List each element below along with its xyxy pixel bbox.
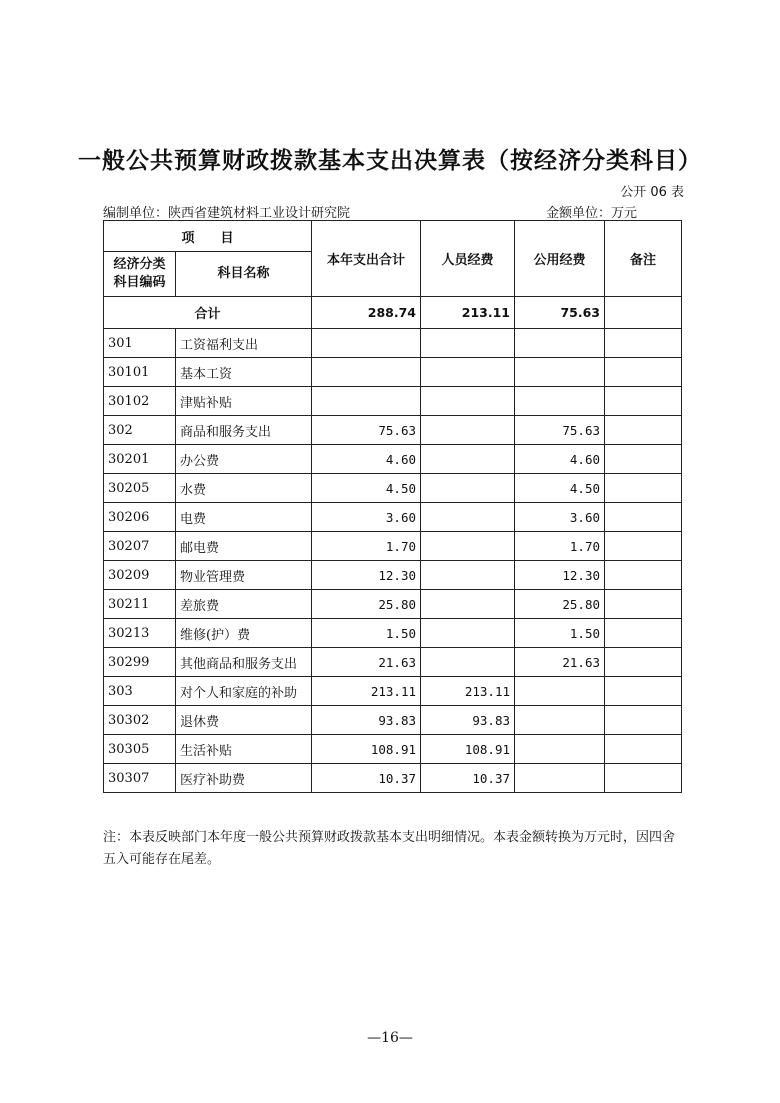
header-total: 本年支出合计 [312, 221, 421, 297]
row-total [312, 387, 421, 416]
table-row [104, 735, 682, 764]
row-public [515, 677, 605, 706]
row-total [312, 329, 421, 358]
row-note [605, 503, 682, 532]
row-code: 30213 [104, 619, 176, 648]
row-note [605, 358, 682, 387]
footnote: 注：本表反映部门本年度一般公共预算财政拨款基本支出明细情况。本表金额转换为万元时，因四舍五入可能存在尾差。 [103, 830, 676, 867]
row-public: 21.63 [515, 648, 605, 677]
row-name: 津贴补贴 [176, 387, 312, 416]
row-public [515, 329, 605, 358]
row-personnel [421, 503, 515, 532]
row-note [605, 416, 682, 445]
row-personnel [421, 532, 515, 561]
row-personnel: 93.83 [421, 706, 515, 735]
row-total: 75.63 [312, 416, 421, 445]
row-total: 93.83 [312, 706, 421, 735]
table-row [104, 329, 682, 358]
row-note [605, 735, 682, 764]
row-personnel [421, 590, 515, 619]
table-row [104, 619, 682, 648]
header-note: 备注 [605, 221, 682, 297]
page-title: 一般公共预算财政拨款基本支出决算表（按经济分类科目） [78, 148, 702, 174]
row-code: 30101 [104, 358, 176, 387]
row-note [605, 706, 682, 735]
row-personnel: 108.91 [421, 735, 515, 764]
row-note [605, 474, 682, 503]
compiling-unit: 编制单位：陕西省建筑材料工业设计研究院 [103, 206, 351, 221]
row-name: 工资福利支出 [176, 329, 312, 358]
row-personnel [421, 445, 515, 474]
row-code: 30206 [104, 503, 176, 532]
page-number: —16— [367, 1030, 413, 1046]
row-code: 30102 [104, 387, 176, 416]
row-name: 办公费 [176, 445, 312, 474]
row-code: 30201 [104, 445, 176, 474]
row-code: 30211 [104, 590, 176, 619]
row-public [515, 764, 605, 793]
row-total: 12.30 [312, 561, 421, 590]
table-row [104, 764, 682, 793]
row-total: 4.60 [312, 445, 421, 474]
row-code: 30305 [104, 735, 176, 764]
row-note [605, 590, 682, 619]
row-code: 30205 [104, 474, 176, 503]
row-name: 对个人和家庭的补助 [176, 677, 312, 706]
row-code: 30209 [104, 561, 176, 590]
row-code: 30307 [104, 764, 176, 793]
table-row [104, 474, 682, 503]
table-row [104, 706, 682, 735]
table-row [104, 677, 682, 706]
row-code: 303 [104, 677, 176, 706]
row-personnel: 213.11 [421, 677, 515, 706]
row-code: 30207 [104, 532, 176, 561]
row-total: 21.63 [312, 648, 421, 677]
expenditure-table [103, 220, 682, 793]
table-row [104, 561, 682, 590]
table-row [104, 358, 682, 387]
row-name: 商品和服务支出 [176, 416, 312, 445]
row-total: 10.37 [312, 764, 421, 793]
row-public: 4.60 [515, 445, 605, 474]
header-personnel: 人员经费 [421, 221, 515, 297]
row-name: 物业管理费 [176, 561, 312, 590]
row-personnel [421, 619, 515, 648]
row-public: 12.30 [515, 561, 605, 590]
row-name: 邮电费 [176, 532, 312, 561]
row-personnel: 10.37 [421, 764, 515, 793]
row-code: 30299 [104, 648, 176, 677]
row-note [605, 329, 682, 358]
table-row [104, 387, 682, 416]
row-note [605, 619, 682, 648]
row-personnel [421, 416, 515, 445]
row-total: 108.91 [312, 735, 421, 764]
total-row [104, 297, 682, 329]
row-note [605, 561, 682, 590]
total-public: 75.63 [515, 297, 605, 329]
row-name: 退休费 [176, 706, 312, 735]
row-name: 基本工资 [176, 358, 312, 387]
row-code: 302 [104, 416, 176, 445]
row-personnel [421, 474, 515, 503]
total-note [605, 297, 682, 329]
table-row [104, 590, 682, 619]
row-name: 其他商品和服务支出 [176, 648, 312, 677]
row-note [605, 532, 682, 561]
row-name: 差旅费 [176, 590, 312, 619]
table-row [104, 503, 682, 532]
row-public [515, 706, 605, 735]
row-code: 30302 [104, 706, 176, 735]
row-note [605, 445, 682, 474]
header-econ-code: 经济分类科目编码 [104, 252, 176, 297]
table-row [104, 532, 682, 561]
row-note [605, 648, 682, 677]
row-public: 25.80 [515, 590, 605, 619]
total-amount: 288.74 [312, 297, 421, 329]
amount-unit: 金额单位：万元 [546, 206, 638, 221]
total-personnel: 213.11 [421, 297, 515, 329]
row-name: 生活补贴 [176, 735, 312, 764]
row-public [515, 387, 605, 416]
row-name: 水费 [176, 474, 312, 503]
row-total: 1.70 [312, 532, 421, 561]
row-total: 3.60 [312, 503, 421, 532]
table-row [104, 445, 682, 474]
row-personnel [421, 358, 515, 387]
row-total: 1.50 [312, 619, 421, 648]
row-public: 4.50 [515, 474, 605, 503]
table-row [104, 648, 682, 677]
row-note [605, 387, 682, 416]
row-public: 75.63 [515, 416, 605, 445]
row-public [515, 735, 605, 764]
header-item: 项 目 [104, 221, 312, 252]
table-row [104, 416, 682, 445]
header-public: 公用经费 [515, 221, 605, 297]
row-name: 维修(护）费 [176, 619, 312, 648]
row-note [605, 764, 682, 793]
row-code: 301 [104, 329, 176, 358]
row-name: 电费 [176, 503, 312, 532]
row-public: 1.70 [515, 532, 605, 561]
row-name: 医疗补助费 [176, 764, 312, 793]
row-personnel [421, 561, 515, 590]
total-label: 合计 [104, 297, 312, 329]
row-personnel [421, 648, 515, 677]
row-total: 213.11 [312, 677, 421, 706]
row-total: 4.50 [312, 474, 421, 503]
row-total: 25.80 [312, 590, 421, 619]
header-subject-name: 科目名称 [176, 252, 312, 297]
row-public: 3.60 [515, 503, 605, 532]
row-personnel [421, 329, 515, 358]
row-personnel [421, 387, 515, 416]
row-public: 1.50 [515, 619, 605, 648]
row-total [312, 358, 421, 387]
table-code: 公开 06 表 [620, 185, 684, 200]
row-note [605, 677, 682, 706]
row-public [515, 358, 605, 387]
